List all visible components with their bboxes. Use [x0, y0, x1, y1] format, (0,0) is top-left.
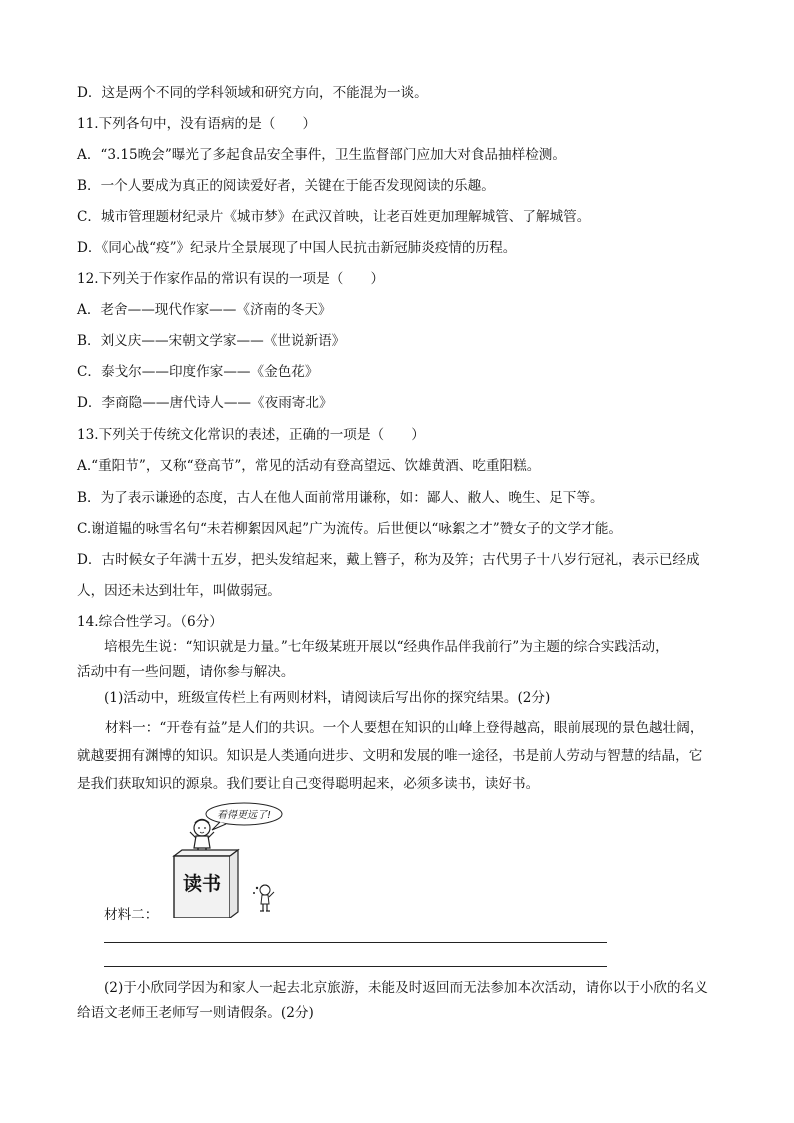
q14-intro-line1: 培根先生说：“知识就是力量。”七年级某班开展以“经典作品伴我前行”为主题的综合实践活动，	[104, 639, 669, 655]
q14-sub2-line2: 给语文老师王老师写一则请假条。(2分)	[77, 1005, 314, 1021]
q13-option-c: C.谢道韫的咏雪名句“未若柳絮因风起”广为流传。后世便以“咏絮之才”赞女子的文学才能。	[77, 521, 623, 537]
q14-intro-line2: 活动中有一些问题，请你参与解决。	[77, 664, 295, 680]
q11-option-a: A．“3.15晚会”曝光了多起食品安全事件，卫生监督部门应加大对食品抽样检测。	[77, 147, 566, 163]
q13-option-a: A.“重阳节”，又称“登高节”，常见的活动有登高望远、饮雄黄酒、吃重阳糕。	[77, 458, 541, 474]
q12-option-c: C．泰戈尔——印度作家——《金色花》	[77, 364, 319, 380]
q14-stem: 14.综合性学习。（6分）	[77, 614, 223, 630]
cartoon-book-label: 读书	[182, 873, 222, 895]
q14-sub2-line1: (2)于小欣同学因为和家人一起去北京旅游，未能及时返回而无法参加本次活动，请你以于小欣的名义	[104, 980, 708, 996]
q11-option-c: C．城市管理题材纪录片《城市梦》在武汉首映，让老百姓更加理解城管、了解城管。	[77, 209, 591, 225]
q11-stem: 11.下列各句中，没有语病的是（ ）	[77, 116, 317, 132]
q13-option-b: B．为了表示谦逊的态度，古人在他人面前常用谦称，如：鄙人、敝人、晚生、足下等。	[77, 490, 604, 506]
q13-option-d-line1: D．古时候女子年满十五岁，把头发绾起来，戴上簪子，称为及笄；古代男子十八岁行冠礼，表示已经成	[77, 552, 700, 568]
q13-option-d-line2: 人，因还未达到壮年，叫做弱冠。	[77, 583, 281, 599]
q11-option-b: B．一个人要成为真正的阅读爱好者，关键在于能否发现阅读的乐趣。	[77, 178, 495, 194]
answer-line-2	[104, 966, 607, 967]
q10-option-d: D．这是两个不同的学科领域和研究方向，不能混为一谈。	[77, 85, 428, 101]
q11-option-d: D．《同心战“疫”》纪录片全景展现了中国人民抗击新冠肺炎疫情的历程。	[77, 240, 517, 256]
material1-line2: 就越要拥有渊博的知识。知识是人类通向进步、文明和发展的唯一途径，书是前人劳动与智慧的结晶，它	[77, 748, 703, 764]
q12-option-a: A．老舍——现代作家——《济南的冬天》	[77, 302, 332, 318]
material1-line3: 是我们获取知识的源泉。我们要让自己变得聪明起来，必须多读书，读好书。	[77, 776, 540, 792]
q13-stem: 13.下列关于传统文化常识的表述，正确的一项是（ ）	[77, 427, 425, 443]
material1-line1: 材料一：“开卷有益”是人们的共识。一个人要想在知识的山峰上登得越高，眼前展现的景色越壮阔，	[105, 720, 704, 736]
q14-sub1: (1)活动中，班级宣传栏上有两则材料，请阅读后写出你的探究结果。(2分)	[104, 690, 551, 706]
q12-stem: 12.下列关于作家作品的常识有误的一项是（ ）	[77, 271, 385, 287]
reading-cartoon-image	[160, 798, 290, 918]
answer-line-1	[104, 942, 607, 943]
q12-option-d: D．李商隐——唐代诗人——《夜雨寄北》	[77, 395, 333, 411]
q12-option-b: B．刘义庆——宋朝文学家——《世说新语》	[77, 333, 346, 349]
material2-label: 材料二：	[104, 907, 159, 923]
cartoon-bubble-text: 看得更远了!	[216, 810, 272, 821]
